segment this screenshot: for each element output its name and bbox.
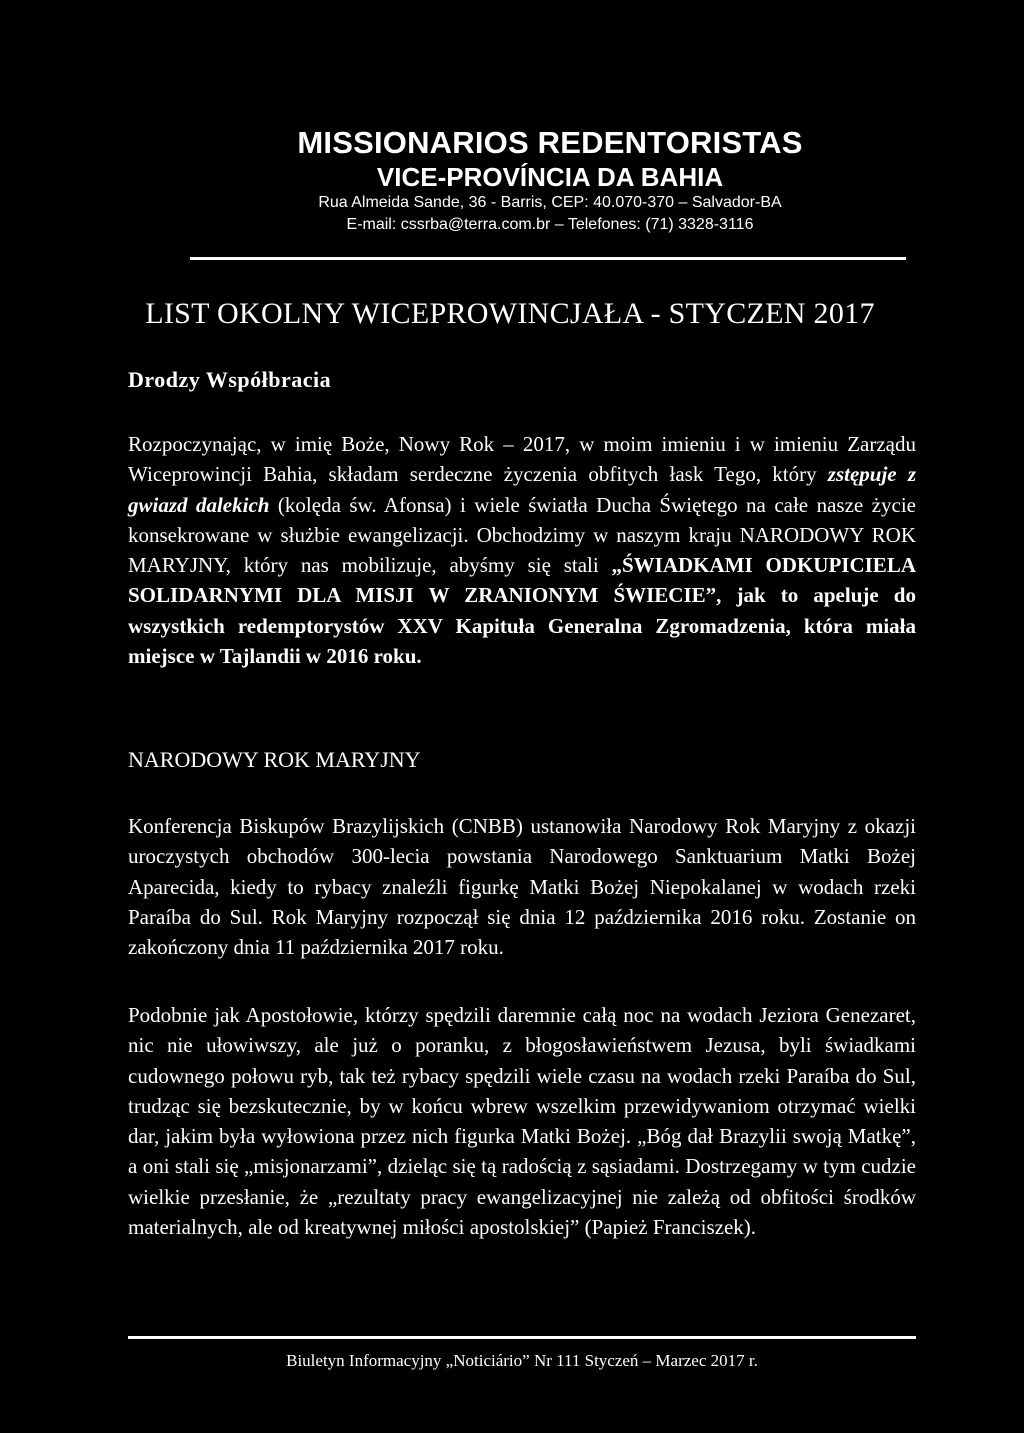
intro-text-a: Rozpoczynając, w imię Boże, Nowy Rok – 2017, w moim imieniu i w imieniu Zarządu Wiceprowincji Bahia, składam serdeczne życzenia obfitych łask Tego, który xyxy=(128,432,916,487)
apostles-paragraph: Podobnie jak Apostołowie, którzy spędzili daremnie całą noc na wodach Jeziora Genezaret, nic nie ułowiwszy, ale już o poranku, z błogosławieństwem Jezusa, byli świadkami cudownego połowu ryb, tak też rybacy spędzili wiele czasu na wodach rzeki Paraíba do Sul, trudząc się bezskutecznie, by w końcu wbrew wszelkim przewidywaniom otrzymać wielki dar, jakim była wyłowiona przez nich figurka Matki Bożej. „Bóg dał Brazylii swoją Matkę”, a oni stali się „misjonarzami”, dzieląc się tą radością z sąsiadami. Dostrzegamy w tym cudzie wielkie przesłanie, że „rezultaty pracy ewangelizacyjnej nie zależą od obfitości środków materialnych, ale od kreatywnej miłości apostolskiej” (Papież Franciszek). xyxy=(128,1003,916,1240)
address-line: Rua Almeida Sande, 36 - Barris, CEP: 40.070-370 – Salvador-BA xyxy=(318,194,782,211)
header-divider xyxy=(190,257,906,260)
carol-quote: zstępuje z gwiazd dalekich xyxy=(128,462,916,517)
document-title: LIST OKOLNY WICEPROWINCJAŁA - STYCZEN 2017 xyxy=(145,297,875,330)
contact-line: E-mail: cssrba@terra.com.br – Telefones: (71) 3328-3116 xyxy=(346,216,754,233)
bulletin-footer: Biuletyn Informacyjny „Noticiário” Nr 111 Styczeń – Marzec 2017 r. xyxy=(286,1351,758,1370)
vice-province-name: VICE-PROVÍNCIA DA BAHIA xyxy=(376,162,724,192)
chapter-motto: „ŚWIADKAMI ODKUPICIELA SOLIDARNYMI DLA MISJI W ZRANIONYM ŚWIECIE”, jak to apeluje do wszystkich redemptorystów XXV Kapituła Generalna Zgromadzenia, która miała miejsce w Tajlandii w 2016 roku. xyxy=(128,553,916,669)
footer-divider xyxy=(128,1336,916,1339)
organization-name: MISSIONARIOS REDENTORISTAS xyxy=(297,125,803,160)
intro-paragraph xyxy=(128,429,916,671)
salutation: Drodzy Współbracia xyxy=(128,367,332,392)
marian-year-paragraph: Konferencja Biskupów Brazylijskich (CNBB) ustanowiła Narodowy Rok Maryjny z okazji uroczystych obchodów 300-lecia powstania Narodowego Sanktuarium Matki Bożej Aparecida, kiedy to rybacy znaleźli figurkę Matki Bożej Niepokalanej w wodach rzeki Paraíba do Sul. Rok Maryjny rozpoczął się dnia 12 października 2016 roku. Zostanie on zakończony dnia 11 października 2017 roku. xyxy=(128,814,916,960)
intro-text-b: (kolęda św. Afonsa) i wiele światła Ducha Świętego na całe nasze życie konsekrowane w służbie ewangelizacji. Obchodzimy w naszym kraju NARODOWY ROK MARYJNY, który nas mobilizuje, abyśmy się stali xyxy=(128,492,916,578)
section-heading: NARODOWY ROK MARYJNY xyxy=(128,747,421,772)
letterhead xyxy=(0,124,1024,236)
